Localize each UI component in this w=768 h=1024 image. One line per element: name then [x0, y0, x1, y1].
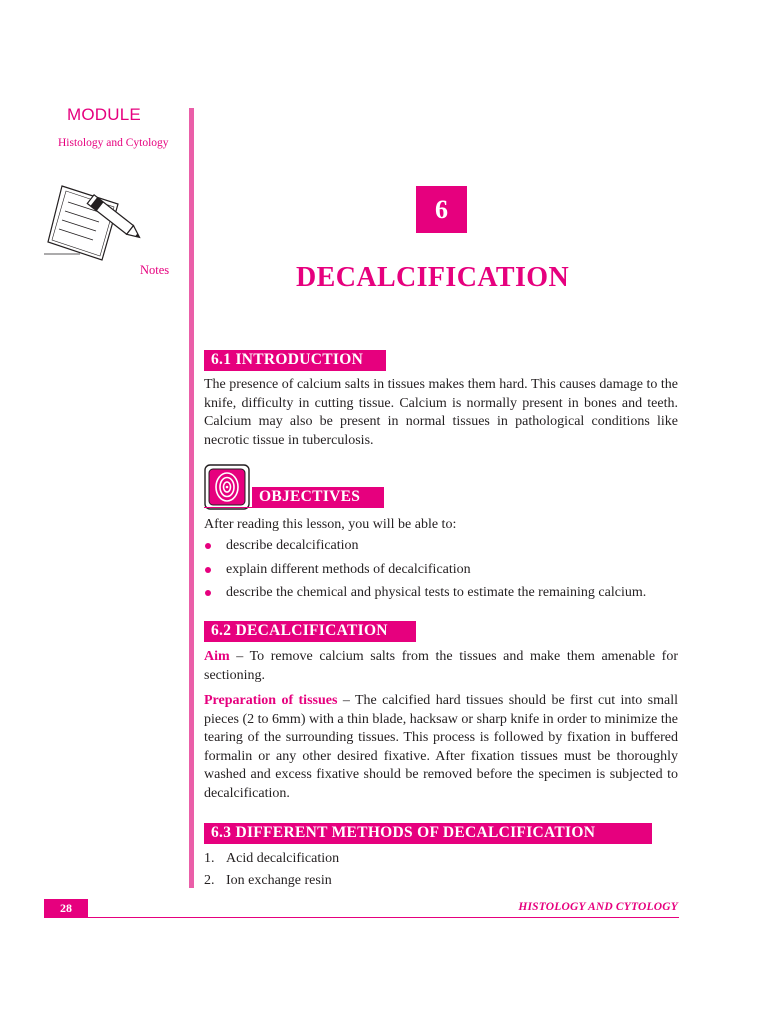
objectives-list	[204, 537, 678, 608]
chapter-number: 6	[435, 194, 448, 224]
target-icon	[204, 464, 250, 510]
notes-label: Notes	[140, 263, 170, 277]
preparation-text: – The calcified hard tissues should be first cut into small pieces (2 to 6mm) with a thin blade, hacksaw or sharp knife in order to minimize the tearing of the surrounding tissues. This process is followed by fixation in buffered formalin or any other desired fixative. After fixation tissues must be thoroughly washed and excess fixative should be removed before the specimen is subjected to decalcification.	[204, 693, 679, 801]
aim-paragraph	[204, 648, 678, 685]
section-heading-decalcification: 6.2 DECALCIFICATION	[204, 621, 416, 641]
list-item: describe decalcification	[204, 537, 678, 555]
notepad-pencil-icon	[44, 178, 184, 268]
list-item: 2. Ion exchange resin	[204, 873, 332, 888]
page-number: 28	[44, 899, 88, 917]
aim-label: Aim	[204, 649, 230, 664]
objectives-intro: After reading this lesson, you will be able to:	[204, 517, 457, 532]
footer-rule	[44, 917, 679, 918]
section-heading-introduction: 6.1 INTRODUCTION	[204, 350, 386, 370]
running-title: HISTOLOGY AND CYTOLOGY	[518, 901, 678, 913]
list-item: 1. Acid decalcification	[204, 851, 340, 866]
section-rule	[204, 843, 652, 844]
preparation-label: Preparation of tissues	[204, 693, 338, 708]
intro-paragraph: The presence of calcium salts in tissues makes them hard. This causes damage to the knife, difficulty in cutting tissue. Calcium is normally present in bones and teeth. Calcium may also be present in normal tissues in pathological conditions like necrotic tissue in tuberculosis.	[204, 377, 678, 448]
preparation-paragraph	[204, 692, 678, 803]
module-title: MODULE	[67, 105, 141, 124]
bullet-icon	[205, 543, 211, 549]
chapter-number-box	[416, 186, 467, 233]
margin-divider	[189, 108, 194, 888]
list-item: describe the chemical and physical tests to estimate the remaining calcium.	[204, 584, 678, 602]
list-item: explain different methods of decalcification	[204, 561, 678, 579]
section-heading-methods: 6.3 DIFFERENT METHODS OF DECALCIFICATION	[204, 823, 652, 843]
section-rule	[204, 507, 384, 508]
module-subtitle: Histology and Cytology	[58, 137, 169, 149]
section-rule	[204, 370, 386, 371]
section-heading-objectives: OBJECTIVES	[252, 487, 384, 507]
methods-list	[204, 850, 678, 894]
bullet-icon	[205, 590, 211, 596]
aim-text: – To remove calcium salts from the tissues and make them amenable for sectioning.	[204, 649, 678, 683]
chapter-title: DECALCIFICATION	[296, 262, 570, 293]
bullet-icon	[205, 567, 211, 573]
section-rule	[204, 641, 416, 642]
